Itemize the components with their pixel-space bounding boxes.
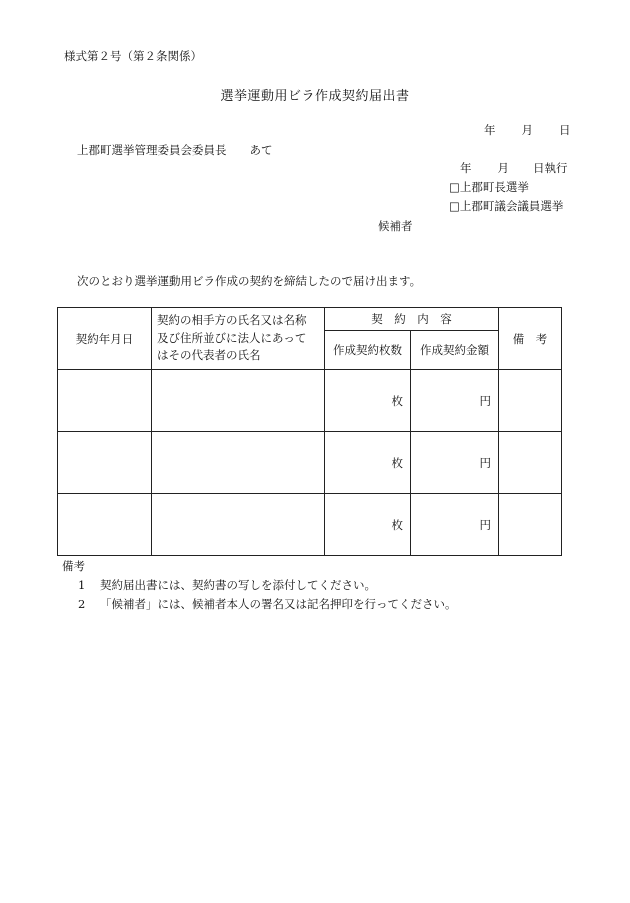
- amount-cell[interactable]: 円: [411, 370, 499, 432]
- note-item: [78, 598, 457, 612]
- sheet-count-cell[interactable]: 枚: [325, 370, 411, 432]
- candidate-label: 候補者: [378, 219, 413, 233]
- contract-date-cell[interactable]: [58, 494, 152, 556]
- header-contract-date: 契約年月日: [58, 308, 152, 370]
- contract-party-cell[interactable]: [152, 370, 325, 432]
- council-election-checkbox[interactable]: □上郡町議会議員選挙: [449, 199, 564, 213]
- note-number: 2: [78, 597, 86, 611]
- election-month-label: 月: [497, 161, 509, 175]
- header-party-line: 契約の相手方の氏名又は名称: [157, 312, 307, 327]
- header-party-line: 及び住所並びに法人にあって: [157, 330, 307, 345]
- date-year-label: 年: [484, 123, 496, 137]
- sheet-count-cell[interactable]: 枚: [325, 432, 411, 494]
- sheet-count-cell[interactable]: 枚: [325, 494, 411, 556]
- intro-text: 次のとおり選挙運動用ビラ作成の契約を締結したので届け出ます。: [77, 274, 422, 288]
- mayor-election-checkbox[interactable]: □上郡町長選挙: [449, 180, 529, 194]
- remarks-cell[interactable]: [499, 370, 562, 432]
- header-contract-contents: 契 約 内 容: [325, 308, 499, 331]
- election-day-label: 日執行: [533, 161, 568, 175]
- note-text: 「候補者」には、候補者本人の署名又は記名押印を行ってください。: [100, 597, 457, 611]
- contract-table: [57, 307, 562, 556]
- contract-party-cell[interactable]: [152, 432, 325, 494]
- notes-title: 備考: [62, 559, 85, 573]
- header-sheet-count: 作成契約枚数: [325, 331, 411, 370]
- note-text: 契約届出書には、契約書の写しを添付してください。: [100, 578, 376, 592]
- table-row: [58, 370, 562, 432]
- form-number: 様式第２号（第２条関係）: [64, 49, 202, 63]
- contract-date-cell[interactable]: [58, 370, 152, 432]
- table-row: [58, 494, 562, 556]
- header-party-line: はその代表者の氏名: [157, 348, 261, 363]
- election-year-label: 年: [460, 161, 472, 175]
- table-header-row: [58, 308, 562, 331]
- amount-cell[interactable]: 円: [411, 432, 499, 494]
- header-remarks: 備 考: [499, 308, 562, 370]
- date-month-label: 月: [521, 123, 533, 137]
- remarks-cell[interactable]: [499, 494, 562, 556]
- header-amount: 作成契約金額: [411, 331, 499, 370]
- table-row: [58, 432, 562, 494]
- submission-date-line: [484, 124, 571, 138]
- document-title: 選挙運動用ビラ作成契約届出書: [220, 89, 410, 104]
- contract-date-cell[interactable]: [58, 432, 152, 494]
- remarks-cell[interactable]: [499, 432, 562, 494]
- date-day-label: 日: [559, 123, 571, 137]
- amount-cell[interactable]: 円: [411, 494, 499, 556]
- note-number: 1: [78, 578, 86, 592]
- note-item: [78, 579, 376, 593]
- contract-party-cell[interactable]: [152, 494, 325, 556]
- election-date-line: [460, 162, 568, 176]
- addressee: 上郡町選挙管理委員会委員長 あて: [77, 143, 273, 157]
- header-contract-party: [152, 308, 325, 370]
